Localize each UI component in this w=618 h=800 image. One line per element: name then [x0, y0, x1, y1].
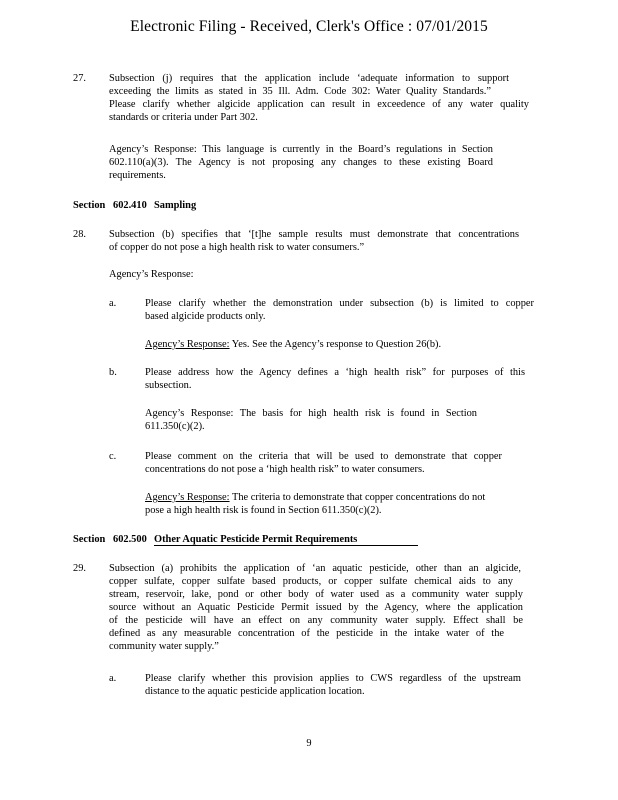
text-line: Please clarify whether algicide application can result in exceedence of any water quality	[109, 99, 529, 110]
item-letter: a.	[109, 298, 117, 309]
text-line: source without an Aquatic Pesticide Permit issued by the Agency, where the application	[109, 602, 523, 613]
filing-header: Electronic Filing - Received, Clerk's Office : 07/01/2015	[130, 18, 488, 35]
item-28c-text	[145, 450, 502, 476]
item-28c-response	[145, 491, 485, 504]
text-line: community water supply.”	[109, 641, 219, 652]
text-line: exceeding the limits as stated in 35 Ill. Adm. Code 302: Water Quality Standards.”	[109, 86, 491, 97]
text-line: Subsection (a) prohibits the application of ‘an aquatic pesticide, other than an algicide,	[109, 563, 521, 574]
section-title: Sampling	[154, 200, 197, 211]
section-label: Section	[73, 534, 106, 545]
question-29-text	[109, 562, 523, 653]
page-number: 9	[306, 738, 312, 749]
section-title-underline	[154, 545, 418, 546]
agency-response-label: Agency’s Response:	[109, 269, 194, 280]
text-line: Please clarify whether the demonstration under subsection (b) is limited to copper	[145, 298, 534, 309]
text-line: of copper do not pose a high health risk to water consumers.”	[109, 242, 365, 253]
question-27-text	[109, 72, 529, 124]
text-line: copper sulfate, copper sulfate based products, or copper sulfate chemical aids to any	[109, 576, 513, 587]
response-text: Yes. See the Agency’s response to Question 26(b).	[229, 339, 442, 350]
item-29a-text	[145, 672, 521, 698]
section-number: 602.500	[113, 534, 147, 545]
item-letter: b.	[109, 367, 117, 378]
section-number: 602.410	[113, 200, 147, 211]
item-letter: a.	[109, 673, 117, 684]
text-line: Please address how the Agency defines a ‘high health risk” for purposes of this	[145, 367, 525, 378]
text-line: stream, reservoir, lake, pond or other body of water used as a community water supply	[109, 589, 523, 600]
item-28a-response	[145, 338, 441, 351]
text-line: subsection.	[145, 380, 192, 391]
text-line: standards or criteria under Part 302.	[109, 112, 258, 123]
text-line: of the pesticide will have an effect on any community water supply. Effect shall be	[109, 615, 523, 626]
item-28b-response	[145, 407, 477, 433]
section-title: Other Aquatic Pesticide Permit Requirements	[154, 534, 358, 545]
question-number: 27.	[73, 73, 86, 84]
section-label: Section	[73, 200, 106, 211]
text-line: 611.350(c)(2).	[145, 421, 205, 432]
text-line: based algicide products only.	[145, 311, 266, 322]
item-28c-response-cont: pose a high health risk is found in Section 611.350(c)(2).	[145, 505, 382, 516]
text-line: Subsection (j) requires that the application include ‘adequate information to support	[109, 73, 509, 84]
text-line: Subsection (b) specifies that ‘[t]he sample results must demonstrate that concentrations	[109, 229, 519, 240]
text-line: concentrations do not pose a ‘high health risk” to water consumers.	[145, 464, 425, 475]
item-28b-text	[145, 366, 525, 392]
question-27-response	[109, 143, 493, 182]
text-line: Agency’s Response: The basis for high health risk is found in Section	[145, 408, 477, 419]
text-line: Please clarify whether this provision applies to CWS regardless of the upstream	[145, 673, 521, 684]
response-text: The criteria to demonstrate that copper concentrations do not	[229, 492, 486, 503]
text-line: defined as any measurable concentration of the pesticide in the intake water of the	[109, 628, 504, 639]
text-line: Agency’s Response: This language is currently in the Board’s regulations in Section	[109, 144, 493, 155]
item-28a-text	[145, 297, 534, 323]
question-28-text	[109, 228, 519, 254]
response-label-underlined: Agency’s Response:	[145, 492, 230, 503]
text-line: requirements.	[109, 170, 166, 181]
text-line: Please comment on the criteria that will be used to demonstrate that copper	[145, 451, 502, 462]
response-label-underlined: Agency’s Response:	[145, 339, 230, 350]
text-line: 602.110(a)(3). The Agency is not proposing any changes to these existing Board	[109, 157, 493, 168]
question-number: 29.	[73, 563, 86, 574]
text-line: distance to the aquatic pesticide application location.	[145, 686, 365, 697]
item-letter: c.	[109, 451, 117, 462]
question-number: 28.	[73, 229, 86, 240]
